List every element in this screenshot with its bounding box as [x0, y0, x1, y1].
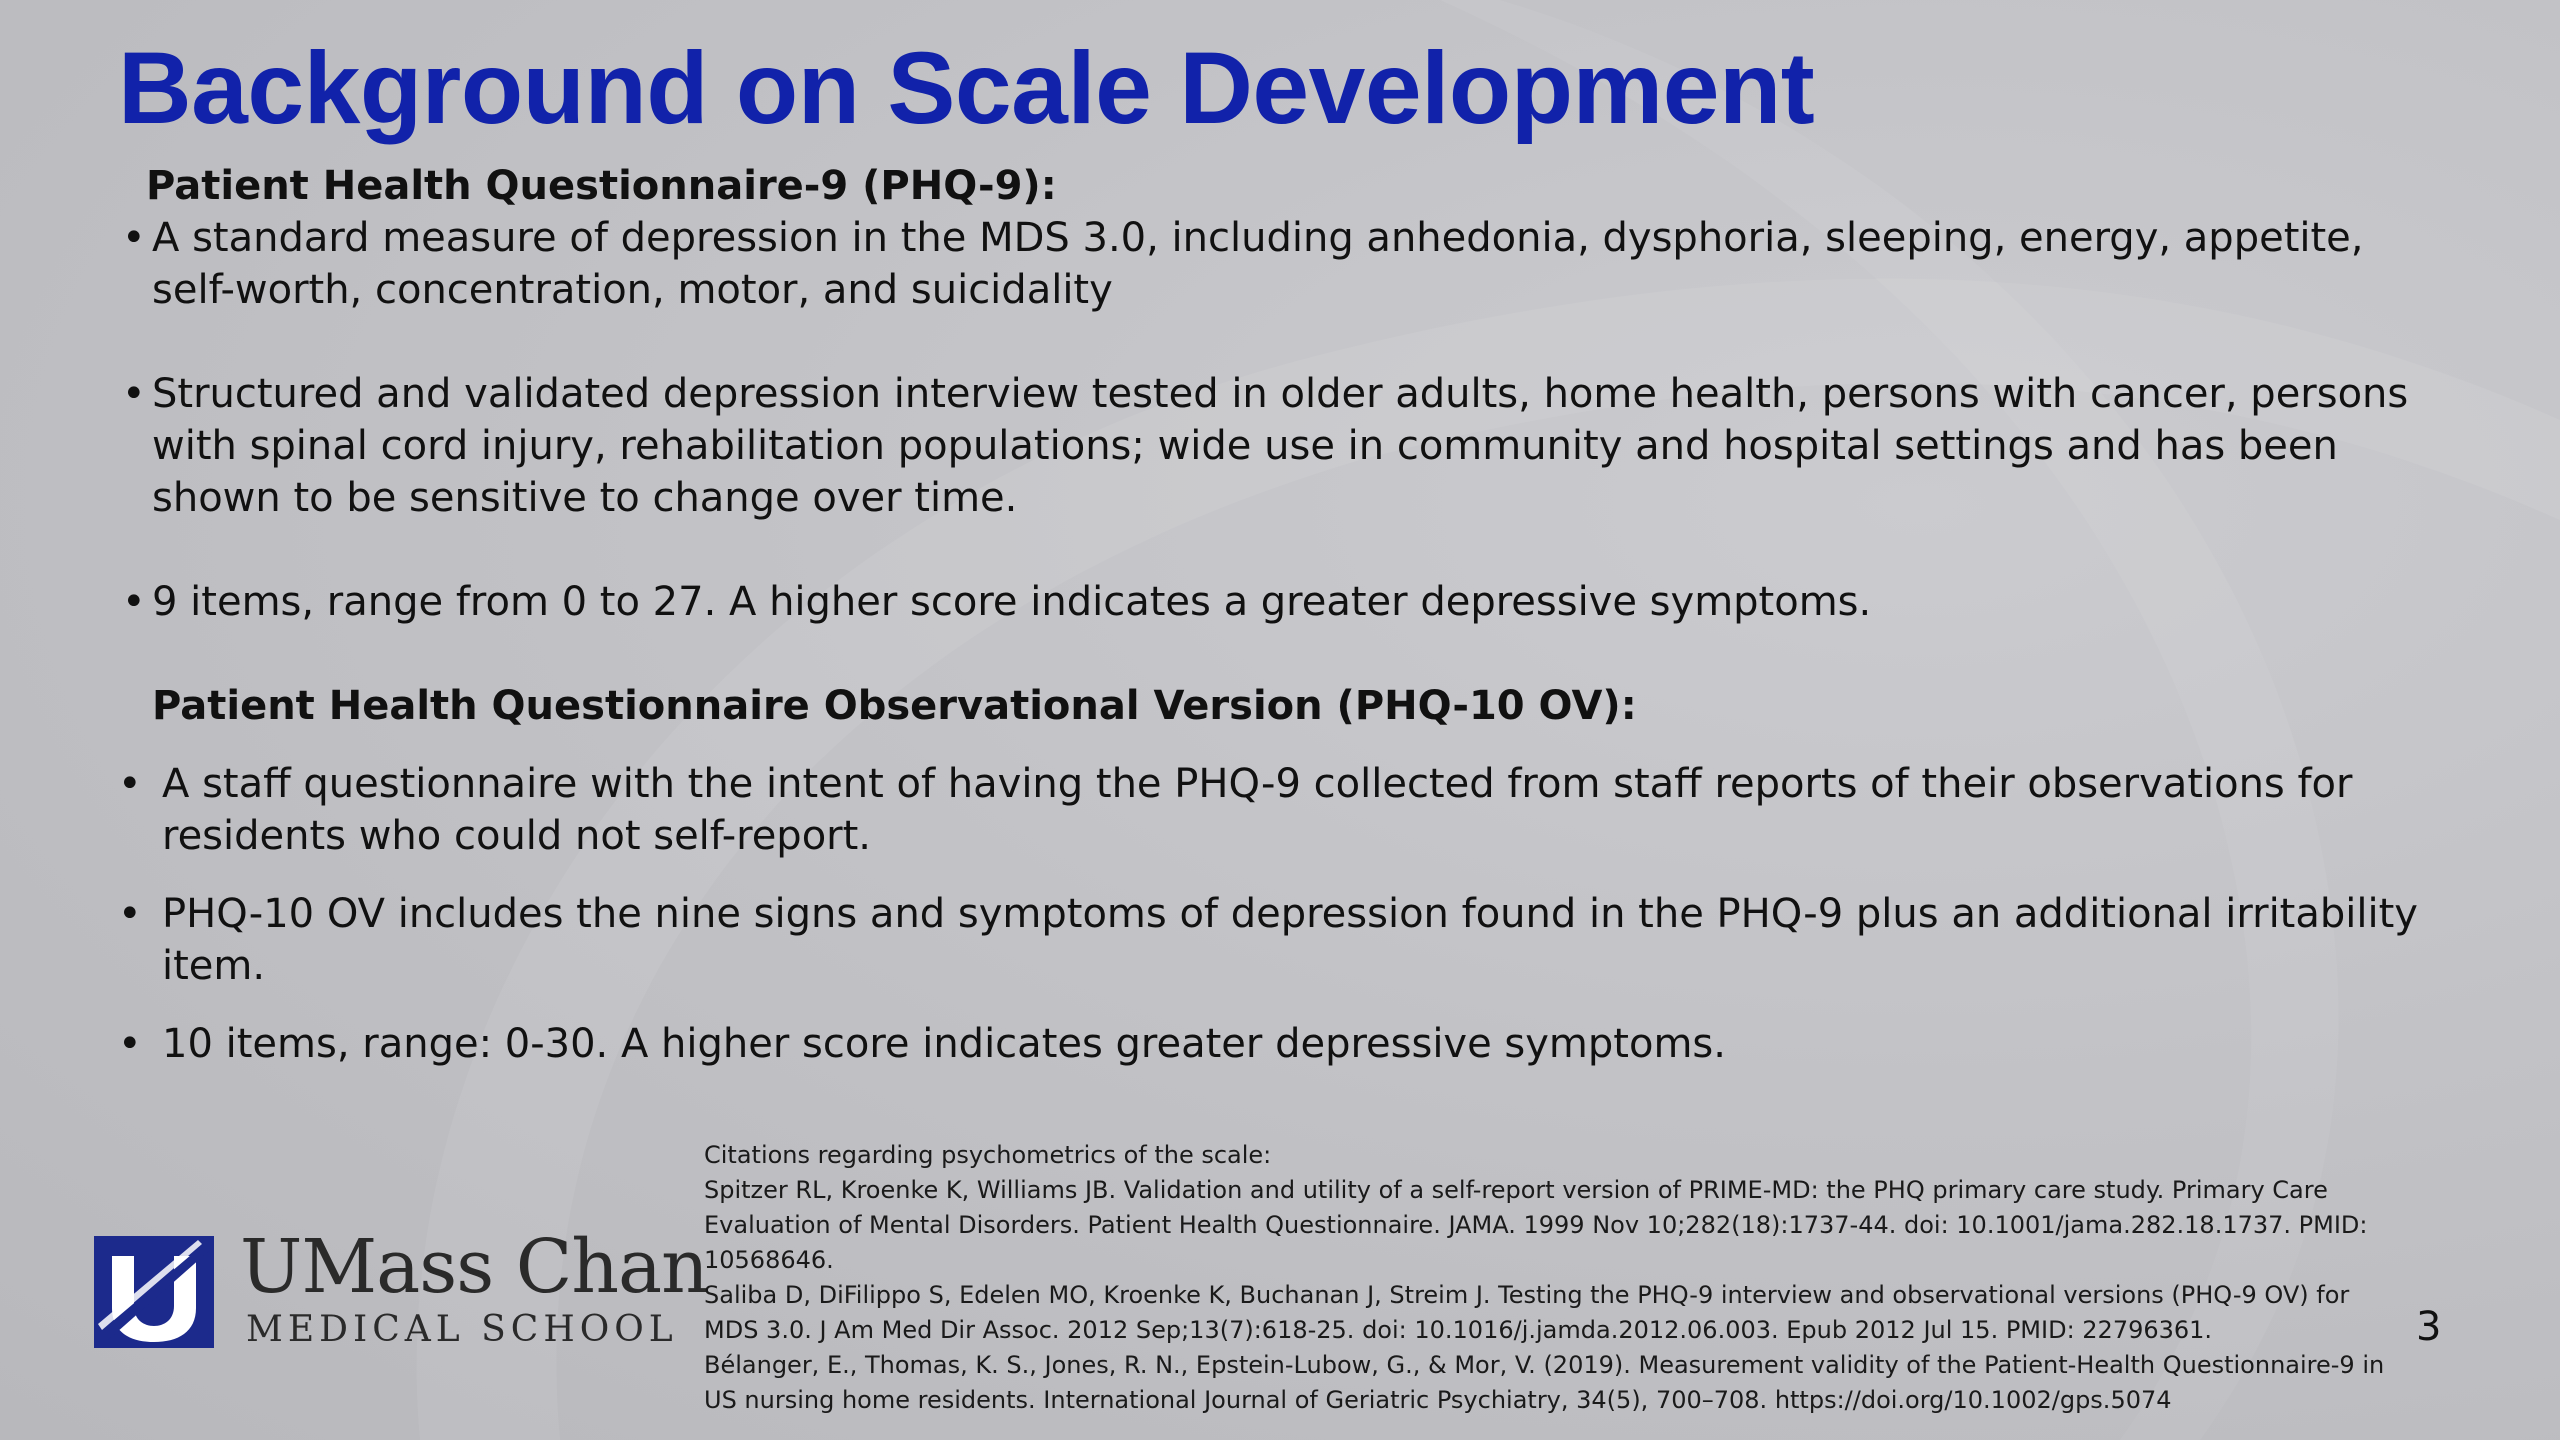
- bullet-text: A staff questionnaire with the intent of having the PHQ-9 collected from staff reports of their observations for residents who could not self-report.: [162, 761, 2353, 859]
- list-item: [118, 888, 2448, 992]
- bullet-dot: •: [122, 371, 146, 417]
- list-item: [118, 1018, 2448, 1070]
- bullet-text: 9 items, range from 0 to 27. A higher score indicates a greater depressive symptoms.: [152, 579, 1872, 625]
- slide-title: Background on Scale Development: [118, 31, 1815, 145]
- list-item: [118, 758, 2448, 862]
- list-item: [118, 576, 2448, 628]
- citation-item: Saliba D, DiFilippo S, Edelen MO, Kroenke K, Buchanan J, Streim J. Testing the PHQ-9 interview and observational versions (PHQ-9 OV) for MDS 3.0. J Am Med Dir Assoc. 2012 Sep;13(7):618-25. doi: 10.1016/j.jamda.2012.06.003. Epub 2012 Jul 15. PMID: 22796361.: [704, 1281, 2350, 1344]
- bullet-text: A standard measure of depression in the MDS 3.0, including anhedonia, dysphoria, sleeping, energy, appetite, self-worth, concentration, motor, and suicidality: [152, 215, 2364, 313]
- bullet-dot: •: [118, 891, 142, 937]
- logo-subtitle: MEDICAL SCHOOL: [246, 1309, 678, 1350]
- slide-body: [118, 160, 2448, 1070]
- list-item: [118, 368, 2448, 524]
- citations-block: [704, 1138, 2404, 1418]
- citations-intro: Citations regarding psychometrics of the scale:: [704, 1141, 1272, 1169]
- umass-logo-mark-icon: [94, 1236, 214, 1348]
- bullet-text: Structured and validated depression interview tested in older adults, home health, persons with cancer, persons with spinal cord injury, rehabilitation populations; wide use in community and hospital settings and has been shown to be sensitive to change over time.: [152, 371, 2409, 521]
- section2-bullet-list: [118, 758, 2448, 1070]
- umass-chan-logo: [94, 1222, 708, 1352]
- citation-item: Spitzer RL, Kroenke K, Williams JB. Validation and utility of a self-report version of PRIME-MD: the PHQ primary care study. Primary Care Evaluation of Mental Disorders. Patient Health Questionnaire. JAMA. 1999 Nov 10;282(18):1737-44. doi: 10.1001/jama.282.18.1737. PMID: 10568646.: [704, 1176, 2368, 1274]
- bullet-dot: •: [118, 1021, 142, 1067]
- section1-heading: Patient Health Questionnaire-9 (PHQ-9):: [146, 163, 1057, 209]
- section1-bullet-list: [118, 212, 2448, 628]
- page-number: 3: [2416, 1304, 2442, 1350]
- bullet-text: 10 items, range: 0-30. A higher score indicates greater depressive symptoms.: [162, 1021, 1726, 1067]
- list-item: [118, 212, 2448, 316]
- logo-name: UMass Chan: [240, 1224, 708, 1310]
- section2-heading: Patient Health Questionnaire Observational Version (PHQ-10 OV):: [152, 683, 1637, 729]
- bullet-dot: •: [122, 579, 146, 625]
- bullet-dot: •: [118, 761, 142, 807]
- bullet-text: PHQ-10 OV includes the nine signs and symptoms of depression found in the PHQ-9 plus an additional irritability item.: [162, 891, 2418, 989]
- bullet-dot: •: [122, 215, 146, 261]
- citation-item: Bélanger, E., Thomas, K. S., Jones, R. N., Epstein-Lubow, G., & Mor, V. (2019). Measurement validity of the Patient-Health Questionnaire-9 in US nursing home residents. International Journal of Geriatric Psychiatry, 34(5), 700–708. https://doi.org/10.1002/gps.5074: [704, 1351, 2385, 1414]
